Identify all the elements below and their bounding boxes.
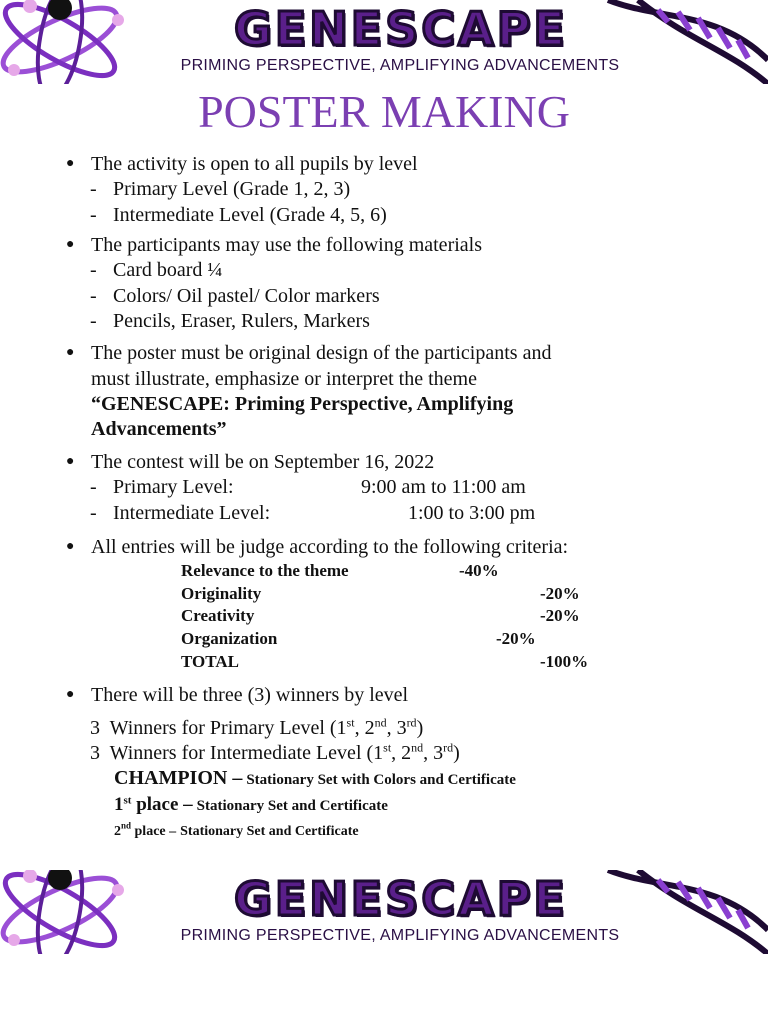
dna-helix-icon bbox=[598, 870, 768, 954]
bullet-icon: ● bbox=[66, 345, 75, 360]
criteria-value: -20% bbox=[496, 629, 536, 648]
top-banner bbox=[0, 0, 768, 84]
logo-subtitle: PRIMING PERSPECTIVE, AMPLIFYING ADVANCEMENTS bbox=[180, 927, 620, 944]
intermediate-level-label: Intermediate Level: bbox=[113, 502, 271, 524]
winners-text: There will be three (3) winners by level bbox=[91, 684, 409, 706]
dash-icon: - bbox=[90, 259, 97, 281]
intermediate-winners-line: 3 Winners for Intermediate Level (1st, 2nd, 3rd) bbox=[90, 740, 460, 764]
dash-icon: - bbox=[90, 502, 97, 524]
materials-text: The participants may use the following materials bbox=[91, 234, 482, 256]
criteria-value: -40% bbox=[459, 561, 499, 580]
bullet-icon: ● bbox=[66, 156, 75, 171]
criteria-value: -20% bbox=[540, 584, 580, 603]
criteria-value: -100% bbox=[540, 652, 589, 671]
theme-line-1: “GENESCAPE: Priming Perspective, Amplifying bbox=[91, 393, 514, 415]
original-line-1: The poster must be original design of the participants and bbox=[91, 342, 552, 364]
dash-icon: - bbox=[90, 285, 97, 307]
contest-text: The contest will be on September 16, 2022 bbox=[91, 451, 435, 473]
bullet-icon: ● bbox=[66, 687, 75, 702]
dash-icon: - bbox=[90, 476, 97, 498]
second-place-line: 2nd place – Stationary Set and Certificate bbox=[114, 820, 359, 839]
material-item: Pencils, Eraser, Rulers, Markers bbox=[113, 310, 370, 332]
primary-winners-line: 3 Winners for Primary Level (1st, 2nd, 3rd) bbox=[90, 715, 424, 739]
dash-icon: - bbox=[90, 204, 97, 226]
theme-line-2: Advancements” bbox=[91, 418, 227, 440]
logo-subtitle: PRIMING PERSPECTIVE, AMPLIFYING ADVANCEMENTS bbox=[180, 57, 620, 74]
open-text: The activity is open to all pupils by level bbox=[91, 153, 418, 175]
material-item: Colors/ Oil pastel/ Color markers bbox=[113, 285, 380, 307]
material-item: Card board ¼ bbox=[113, 259, 223, 281]
bottom-banner bbox=[0, 870, 768, 954]
criteria-name: Relevance to the theme bbox=[181, 561, 349, 580]
criteria-text: All entries will be judge according to the following criteria: bbox=[91, 536, 569, 558]
criteria-name: Organization bbox=[181, 629, 278, 648]
criteria-name: TOTAL bbox=[181, 652, 239, 671]
page-title: POSTER MAKING bbox=[198, 86, 570, 137]
original-line-2: must illustrate, emphasize or interpret the theme bbox=[91, 368, 477, 390]
champion-prize-line: CHAMPION – Stationary Set with Colors and Certificate bbox=[114, 767, 516, 789]
dash-icon: - bbox=[90, 178, 97, 200]
logo-title: GENESCAPE bbox=[234, 872, 568, 926]
primary-level-time: 9:00 am to 11:00 am bbox=[361, 476, 526, 498]
bullet-icon: ● bbox=[66, 237, 75, 252]
dash-icon: - bbox=[90, 310, 97, 332]
intermediate-level-time: 1:00 to 3:00 pm bbox=[408, 502, 536, 524]
criteria-name: Creativity bbox=[181, 606, 255, 625]
dna-helix-icon bbox=[598, 0, 768, 84]
criteria-name: Originality bbox=[181, 584, 262, 603]
first-place-line: 1st place – Stationary Set and Certificate bbox=[114, 794, 388, 815]
bullet-icon: ● bbox=[66, 454, 75, 469]
primary-level-label: Primary Level: bbox=[113, 476, 234, 498]
logo-title: GENESCAPE bbox=[234, 2, 568, 56]
bullet-icon: ● bbox=[66, 539, 75, 554]
level-item: Primary Level (Grade 1, 2, 3) bbox=[113, 178, 351, 200]
criteria-value: -20% bbox=[540, 606, 580, 625]
level-item: Intermediate Level (Grade 4, 5, 6) bbox=[113, 204, 387, 226]
